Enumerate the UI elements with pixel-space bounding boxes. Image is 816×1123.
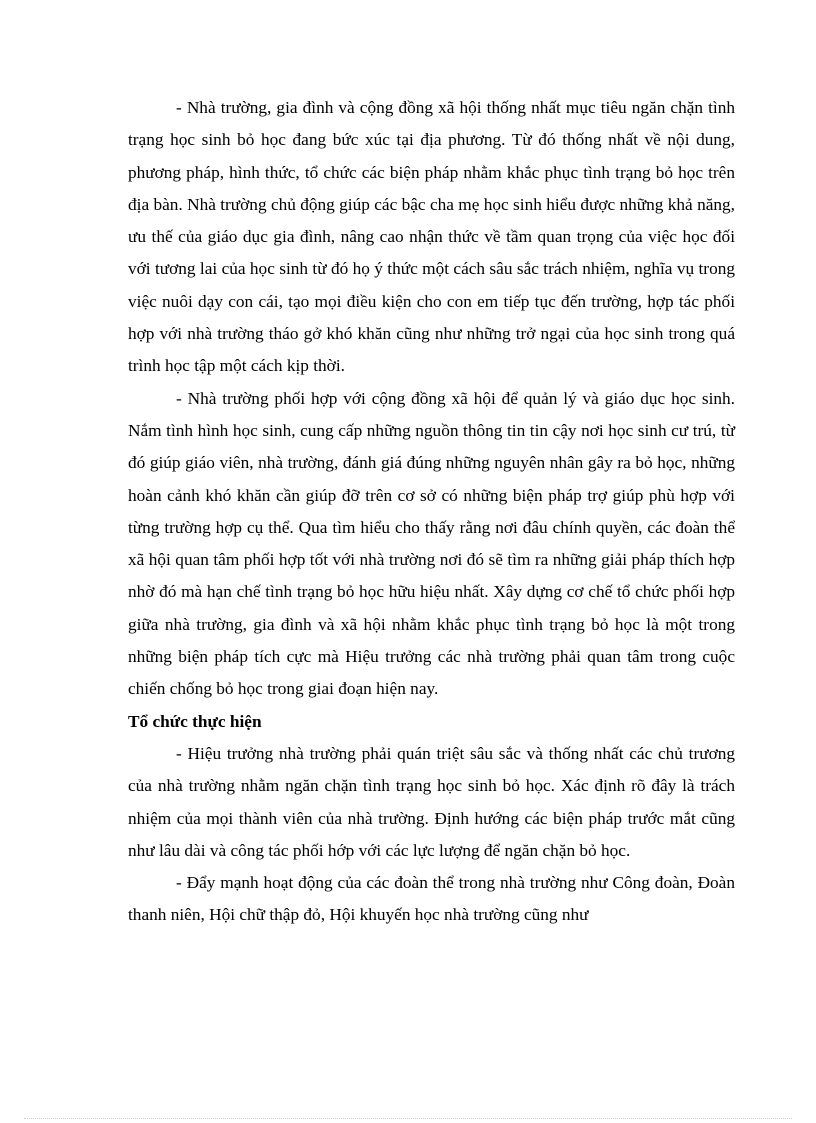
- page-bottom-divider: [24, 1118, 792, 1119]
- paragraph-school-organizations: - Đẩy mạnh hoạt động của các đoàn thể trong nhà trường như Công đoàn, Đoàn thanh niên, Hội chữ thập đỏ, Hội khuyến học nhà trường cũng như: [128, 873, 735, 925]
- page-body: [128, 92, 735, 932]
- paragraph-community-coordination: - Nhà trường phối hợp với cộng đồng xã hội để quản lý và giáo dục học sinh. Nắm tình hình học sinh, cung cấp những nguồn thông tin tin cậy nơi học sinh cư trú, từ đó giúp giáo viên, nhà trường, đánh giá đúng những nguyên nhân gây ra bỏ học, những hoàn cảnh khó khăn cần giúp đỡ trên cơ sở có những biện pháp trợ giúp phù hợp với từng trường hợp cụ thể. Qua tìm hiểu cho thấy rằng nơi đâu chính quyền, các đoàn thể xã hội quan tâm phối hợp tốt với nhà trường nơi đó sẽ tìm ra những giải pháp thích hợp nhờ đó mà hạn chế tình trạng bỏ học hữu hiệu nhất. Xây dựng cơ chế tổ chức phối hợp giữa nhà trường, gia đình và xã hội nhằm khắc phục tình trạng bỏ học là một trong những biện pháp tích cực mà Hiệu trưởng các nhà trường phải quan tâm trong cuộc chiến chống bỏ học trong giai đoạn hiện nay.: [128, 388, 735, 699]
- paragraph-principal-responsibility: - Hiệu trưởng nhà trường phải quán triệt sâu sắc và thống nhất các chủ trương của nhà trường nhằm ngăn chặn tình trạng học sinh bỏ học. Xác định rõ đây là trách nhiệm của mọi thành viên của nhà trường. Định hướng các biện pháp trước mắt cũng như lâu dài và công tác phối hớp với các lực lượng để ngăn chặn bỏ học.: [128, 743, 735, 860]
- section-heading: Tổ chức thực hiện: [128, 711, 262, 731]
- paragraph-family-community-goals: - Nhà trường, gia đình và cộng đồng xã hội thống nhất mục tiêu ngăn chặn tình trạng học sinh bỏ học đang bức xúc tại địa phương. Từ đó thống nhất về nội dung, phương pháp, hình thức, tổ chức các biện pháp nhằm khắc phục tình trạng bỏ học trên địa bàn. Nhà trường chủ động giúp các bậc cha mẹ học sinh hiểu được những khả năng, ưu thế của giáo dục gia đình, nâng cao nhận thức về tầm quan trọng của việc học đối với tương lai của học sinh từ đó họ ý thức một cách sâu sắc trách nhiệm, nghĩa vụ trong việc nuôi dạy con cái, tạo mọi điều kiện cho con em tiếp tục đến trường, hợp tác phối hợp với nhà trường tháo gở khó khăn cũng như những trở ngại của học sinh trong quá trình học tập một cách kịp thời.: [128, 98, 735, 376]
